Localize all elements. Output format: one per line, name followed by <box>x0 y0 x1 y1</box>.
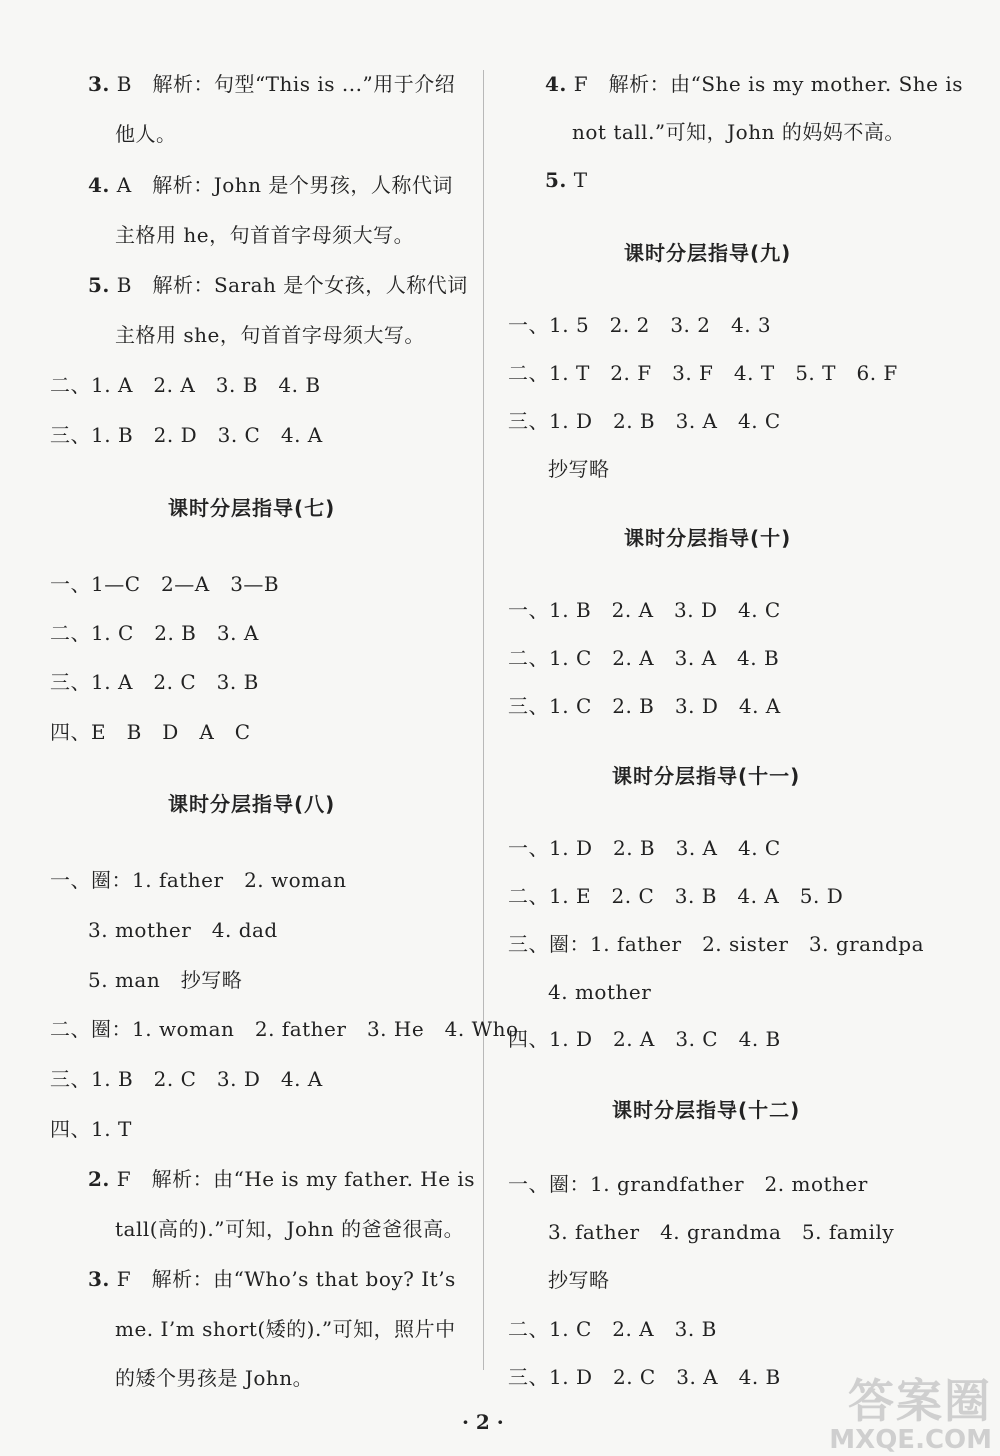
answer-line <box>508 644 779 672</box>
answer-text: F 解析：由“Who’s that boy? It’s <box>109 1267 456 1291</box>
item-number: 4. <box>88 173 110 197</box>
item-number: 3. <box>88 72 110 96</box>
answer-line <box>88 1165 475 1193</box>
answer-text: 3. mother 4. dad <box>88 918 278 942</box>
answer-text: 他人。 <box>115 122 177 146</box>
answer-text: 的矮个男孩是 John。 <box>115 1366 314 1390</box>
answer-text: 抄写略 <box>548 457 610 481</box>
item-number: 2. <box>88 1167 110 1191</box>
answer-line <box>88 966 242 994</box>
answer-line <box>545 70 963 98</box>
answer-line <box>88 171 453 199</box>
answer-text: tall(高的).”可知，John 的爸爸很高。 <box>115 1217 465 1241</box>
answer-line <box>50 668 259 696</box>
answer-line <box>115 1215 464 1243</box>
answer-text: B 解析：Sarah 是个女孩，人称代词 <box>109 273 468 297</box>
answer-text: 二、1. C 2. A 3. A 4. B <box>508 646 780 670</box>
answer-text: 一、圈：1. grandfather 2. mother <box>508 1172 868 1196</box>
section-heading: 课时分层指导(十) <box>624 526 792 550</box>
answer-line <box>545 166 588 194</box>
answer-text: 三、1. A 2. C 3. B <box>50 670 259 694</box>
answer-text: 三、圈：1. father 2. sister 3. grandpa <box>508 932 925 956</box>
item-number: 4. <box>545 72 567 96</box>
answer-line <box>508 596 781 624</box>
answer-text: 5. man 抄写略 <box>88 968 243 992</box>
answer-text: F 解析：由“He is my father. He is <box>109 1167 476 1191</box>
answer-line <box>88 1265 456 1293</box>
answer-line <box>88 70 455 98</box>
answer-line <box>50 1015 519 1043</box>
site-watermark <box>829 1376 992 1454</box>
answer-line <box>50 619 259 647</box>
answer-text: 三、1. C 2. B 3. D 4. A <box>508 694 781 718</box>
answer-text: 二、1. A 2. A 3. B 4. B <box>50 373 321 397</box>
answer-text: 二、1. C 2. A 3. B <box>508 1317 717 1341</box>
answer-line <box>508 311 771 339</box>
answer-text: 4. mother <box>548 980 652 1004</box>
answer-text: 四、E B D A C <box>50 720 251 744</box>
answer-line <box>50 371 321 399</box>
section-heading: 课时分层指导(十一) <box>612 764 801 788</box>
answer-line <box>50 570 279 598</box>
section-heading: 课时分层指导(七) <box>168 496 336 520</box>
answer-line <box>115 321 425 349</box>
answer-line <box>548 1218 894 1246</box>
answer-line <box>572 118 905 146</box>
watermark-url: MXQE.COM <box>829 1425 992 1455</box>
answer-text: 四、1. D 2. A 3. C 4. B <box>508 1027 781 1051</box>
answer-line <box>548 978 651 1006</box>
answer-line <box>508 1315 717 1343</box>
answer-text: 一、1. B 2. A 3. D 4. C <box>508 598 781 622</box>
answer-line <box>88 271 468 299</box>
answer-line <box>50 1115 132 1143</box>
answer-line <box>508 1170 868 1198</box>
answer-text: 三、1. B 2. D 3. C 4. A <box>50 423 323 447</box>
answer-text: 3. father 4. grandma 5. family <box>548 1220 895 1244</box>
answer-text: 一、1. D 2. B 3. A 4. C <box>508 836 781 860</box>
answer-line <box>508 882 843 910</box>
answer-line <box>88 916 278 944</box>
answer-text: not tall.”可知，John 的妈妈不高。 <box>572 120 905 144</box>
answer-line <box>508 359 898 387</box>
answer-text: 主格用 he，句首首字母须大写。 <box>115 223 415 247</box>
answer-text: B 解析：句型“This is ...”用于介绍 <box>109 72 456 96</box>
answer-line <box>508 834 781 862</box>
answer-text: 抄写略 <box>548 1268 610 1292</box>
answer-text: 三、1. D 2. C 3. A 4. B <box>508 1365 781 1389</box>
answer-text: A 解析：John 是个男孩，人称代词 <box>109 173 453 197</box>
answer-line <box>508 692 781 720</box>
answer-line <box>115 1315 456 1343</box>
answer-text: 四、1. T <box>50 1117 132 1141</box>
answer-text: 二、1. C 2. B 3. A <box>50 621 259 645</box>
section-heading: 课时分层指导(九) <box>624 241 792 265</box>
column-divider <box>483 70 484 1370</box>
answer-line <box>508 407 781 435</box>
answer-line <box>548 455 610 483</box>
page-number: · 2 · <box>462 1410 504 1434</box>
item-number: 5. <box>88 273 110 297</box>
item-number: 5. <box>545 168 567 192</box>
answer-line <box>50 866 346 894</box>
answer-line <box>548 1266 610 1294</box>
answer-text: 二、圈：1. woman 2. father 3. He 4. Who <box>50 1017 519 1041</box>
answer-text: 一、1—C 2—A 3—B <box>50 572 280 596</box>
answer-text: 三、1. B 2. C 3. D 4. A <box>50 1067 323 1091</box>
answer-line <box>115 120 177 148</box>
answer-text: 二、1. T 2. F 3. F 4. T 5. T 6. F <box>508 361 898 385</box>
item-number: 3. <box>88 1267 110 1291</box>
answer-line <box>508 1025 781 1053</box>
watermark-logo-text: 答案圈 <box>848 1374 992 1428</box>
answer-line <box>50 1065 323 1093</box>
answer-text: 主格用 she，句首首字母须大写。 <box>115 323 425 347</box>
answer-text: 一、1. 5 2. 2 3. 2 4. 3 <box>508 313 772 337</box>
section-heading: 课时分层指导(十二) <box>612 1098 801 1122</box>
answer-line <box>115 221 414 249</box>
answer-text: F 解析：由“She is my mother. She is <box>566 72 964 96</box>
answer-line <box>50 718 251 746</box>
answer-text: 二、1. E 2. C 3. B 4. A 5. D <box>508 884 844 908</box>
answer-text: T <box>566 168 588 192</box>
answer-line <box>508 1363 781 1391</box>
answer-line <box>50 421 323 449</box>
answer-line <box>508 930 924 958</box>
section-heading: 课时分层指导(八) <box>168 792 336 816</box>
answer-text: 一、圈：1. father 2. woman <box>50 868 347 892</box>
answer-text: me. I’m short(矮的).”可知，照片中 <box>115 1317 456 1341</box>
answer-line <box>115 1364 313 1392</box>
answer-text: 三、1. D 2. B 3. A 4. C <box>508 409 781 433</box>
